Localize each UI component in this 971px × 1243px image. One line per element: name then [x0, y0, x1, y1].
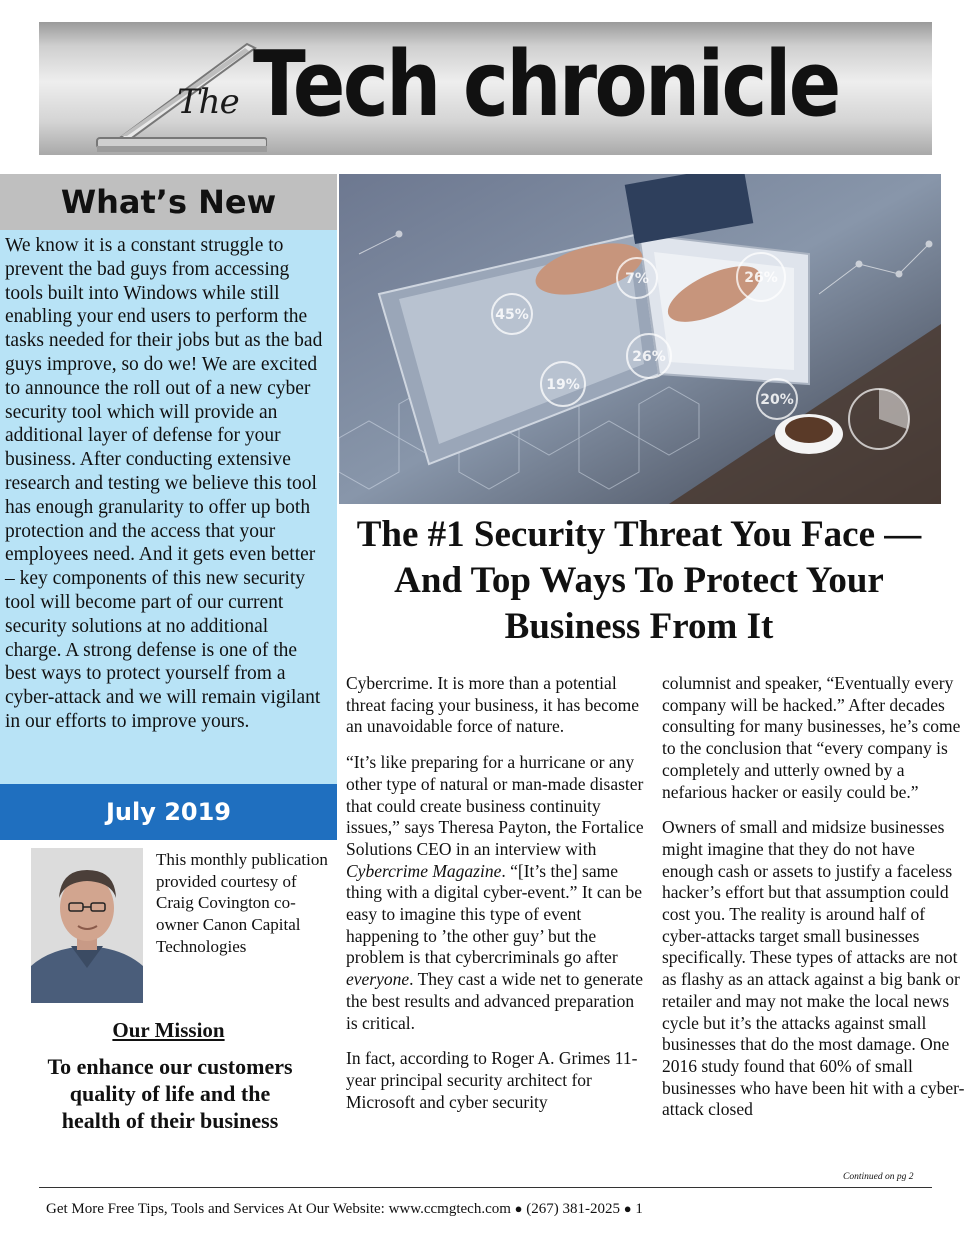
- article-paragraph: In fact, according to Roger A. Grimes 11-year principal security architect for Microsoft and cyber security: [346, 1048, 638, 1112]
- issue-date: July 2019: [0, 784, 337, 840]
- stat-label: 26%: [632, 349, 666, 365]
- stat-label: 45%: [495, 307, 529, 323]
- footer-divider: [39, 1187, 932, 1188]
- masthead-title: Tech chronicle: [253, 32, 839, 137]
- footer-website-text: Get More Free Tips, Tools and Services At Our Website: www.ccmgtech.com: [46, 1201, 511, 1217]
- owner-blurb: This monthly publication provided courtesy of Craig Covington co-owner Canon Capital Technologies: [156, 850, 328, 956]
- whats-new-heading: What’s New: [0, 174, 337, 230]
- hero-image: [339, 174, 941, 504]
- mission-title: Our Mission: [112, 1018, 225, 1042]
- stat-label: 26%: [744, 270, 778, 286]
- article-paragraph: columnist and speaker, “Eventually every company will be hacked.” After decades consulting for many businesses, he’s come to the conclusion that “every company is completely and utterly owned by a nefarious hacker or easily could be.”: [662, 673, 961, 802]
- whats-new-text: We know it is a constant struggle to prevent the bad guys from accessing tools built into Windows while still enabling your end users to perform the tasks needed for their jobs but as the bad guys improve, so do we! We are excited to announce the roll out of a new cyber security tool which will provide an additional layer of defense for your business. After conducting extensive research and testing we believe this tool has enough granularity to offer up both protection and the access that your employees need. And it gets even better – key components of this new security tool will become part of our current security solutions at no additional charge. A strong defense is one of the best ways to protect yourself from a cyber-attack and we will remain vigilant in our efforts to improve yours.: [0, 230, 337, 784]
- continued-note: Continued on pg 2: [843, 1172, 914, 1182]
- masthead-prefix: The: [177, 82, 239, 122]
- mission-text: To enhance our customers quality of life and the health of their business: [47, 1054, 293, 1133]
- stat-label: 7%: [625, 271, 649, 287]
- footer: [46, 1201, 946, 1218]
- article-paragraph: “It’s like preparing for a hurricane or any other type of natural or man-made disaster that could create business continuity issues,” says Theresa Payton, the Fortalice Solutions CEO in an interview with Cybercrime Magazine. “[It’s the] same thing with a digital cyber-event.” It can be easy to imagine this type of event happening to ’the other guy’ but the problem is that cybercriminals go after everyone. They cast a wide net to generate the best results and advanced preparation is critical.: [346, 752, 644, 1033]
- bullet-icon: ●: [514, 1201, 523, 1216]
- page-number: 1: [635, 1201, 643, 1217]
- stat-label: 20%: [760, 392, 794, 408]
- footer-phone: (267) 381-2025: [526, 1201, 621, 1217]
- owner-photo: [31, 848, 143, 1003]
- article-column-2: [662, 673, 967, 1135]
- article-paragraph: Cybercrime. It is more than a potential threat facing your business, it has become an unavoidable force of nature.: [346, 673, 640, 737]
- stat-label: 19%: [546, 377, 580, 393]
- magazine-title: Cybercrime Magazine: [346, 860, 502, 881]
- emphasis: everyone: [346, 969, 410, 990]
- bullet-icon: ●: [623, 1201, 632, 1216]
- article-column-1: [346, 673, 646, 1127]
- article-paragraph: Owners of small and midsize businesses might imagine that they do not have enough cash or assets to justify a faceless hacker’s effort but that assumption could cost you. The reality is around half of cyber-attacks target small businesses specifically. These types of attacks are not as flashy as an attack against a big bank or retailer and may not make the local news cycle but it’s the attacks against small businesses that do the most damage. One 2016 study found that 60% of small businesses who have been hit with a cyber-attack closed: [662, 817, 965, 1120]
- article-headline: The #1 Security Threat You Face — And Top Ways To Protect Your Business From It: [356, 514, 922, 647]
- masthead: [39, 22, 932, 155]
